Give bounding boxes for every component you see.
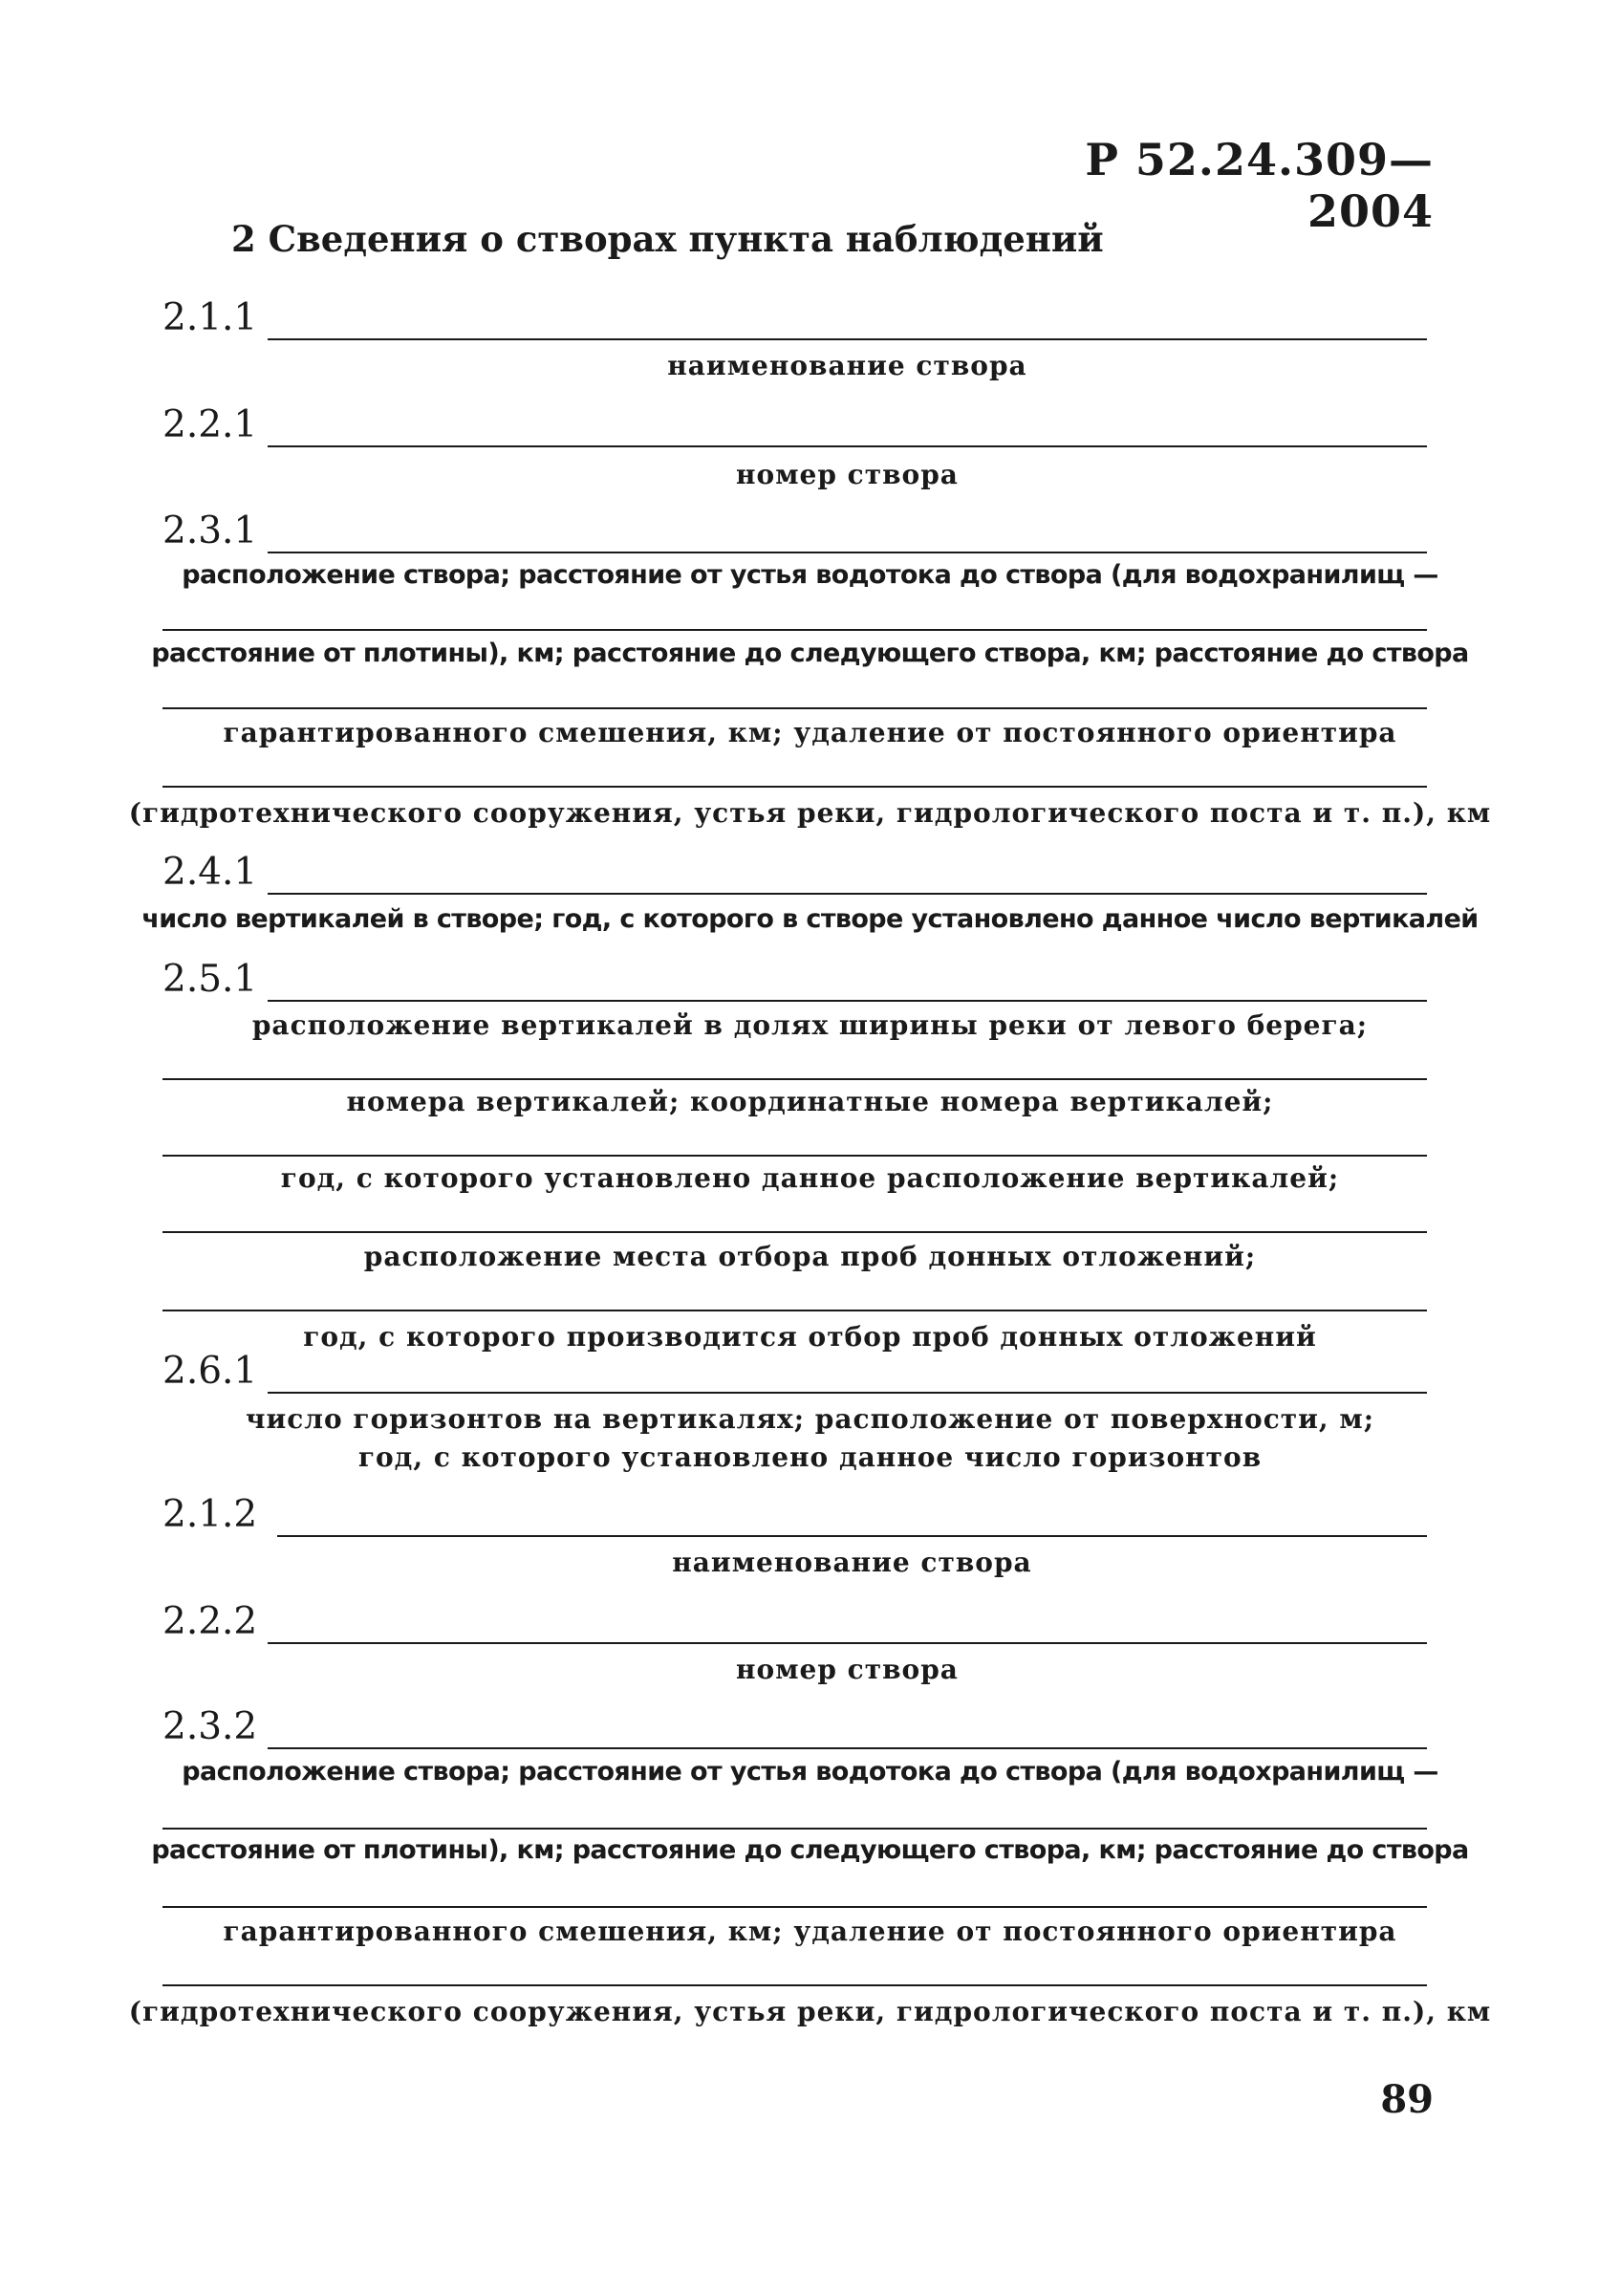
field-caption: год, с которого установлено данное расположение вертикалей; (280, 1162, 1340, 1194)
field-caption: расположение створа; расстояние от устья водотока до створа (для водохранилищ — (182, 560, 1438, 590)
field-caption: гарантированного смешения, км; удаление от постоянного ориентира (223, 717, 1397, 748)
field-caption: номер створа (736, 459, 959, 490)
field-caption: расположение вертикалей в долях ширины реки от левого берега; (251, 1009, 1369, 1041)
page-number: 89 (1380, 2077, 1434, 2122)
field-caption: номера вертикалей; координатные номера вертикалей; (346, 1086, 1274, 1117)
field-caption: (гидротехнического сооружения, устья реки, гидрологического поста и т. п.), км (128, 797, 1492, 829)
field-caption: расстояние от плотины), км; расстояние до следующего створа, км; расстояние до створа (151, 639, 1469, 668)
field-number-2-5-1: 2.5.1 (162, 958, 258, 1001)
field-line-2-3-2[interactable] (268, 1747, 1427, 1749)
field-line-2-3-1[interactable] (268, 552, 1427, 553)
field-caption: год, с которого установлено данное число горизонтов (357, 1441, 1263, 1473)
field-line-2-1-2[interactable] (277, 1535, 1427, 1537)
field-caption: номер створа (736, 1654, 959, 1685)
field-line-2-1-1[interactable] (268, 338, 1427, 340)
field-line-2-6-1[interactable] (268, 1392, 1427, 1394)
field-number-2-3-1: 2.3.1 (162, 509, 258, 552)
field-caption: число вертикалей в створе; год, с которого в створе установлено данное число вертикалей (141, 904, 1479, 934)
field-line[interactable] (162, 1828, 1427, 1830)
field-caption: расстояние от плотины), км; расстояние до следующего створа, км; расстояние до створа (151, 1835, 1469, 1865)
field-line-2-2-1[interactable] (268, 445, 1427, 447)
field-caption: расположение места отбора проб донных отложений; (363, 1241, 1257, 1272)
field-caption: (гидротехнического сооружения, устья реки, гидрологического поста и т. п.), км (128, 1996, 1492, 2027)
field-line[interactable] (162, 1231, 1427, 1233)
field-caption: наименование створа (672, 1547, 1032, 1578)
field-number-2-4-1: 2.4.1 (162, 851, 258, 894)
field-number-2-2-1: 2.2.1 (162, 403, 258, 446)
field-number-2-1-1: 2.1.1 (162, 296, 258, 339)
field-line[interactable] (162, 1078, 1427, 1080)
field-line[interactable] (162, 786, 1427, 788)
field-line-2-2-2[interactable] (268, 1642, 1427, 1644)
field-number-2-1-2: 2.1.2 (162, 1493, 258, 1536)
field-number-2-6-1: 2.6.1 (162, 1350, 258, 1393)
field-line[interactable] (162, 1906, 1427, 1908)
field-line[interactable] (162, 1310, 1427, 1311)
field-line[interactable] (162, 629, 1427, 631)
section-title: 2 Сведения о створах пункта наблюдений (231, 218, 1104, 260)
field-line[interactable] (162, 1155, 1427, 1157)
document-id: Р 52.24.309—2004 (1085, 134, 1434, 237)
field-line-2-5-1[interactable] (268, 1000, 1427, 1002)
field-caption: расположение створа; расстояние от устья водотока до створа (для водохранилищ — (182, 1757, 1438, 1787)
field-caption: год, с которого производится отбор проб донных отложений (303, 1321, 1317, 1353)
field-number-2-2-2: 2.2.2 (162, 1600, 258, 1643)
field-caption: наименование створа (667, 350, 1027, 381)
field-caption: число горизонтов на вертикалях; расположение от поверхности, м; (245, 1403, 1375, 1435)
field-number-2-3-2: 2.3.2 (162, 1705, 258, 1748)
field-line[interactable] (162, 707, 1427, 709)
field-caption: гарантированного смешения, км; удаление от постоянного ориентира (223, 1916, 1397, 1947)
field-line-2-4-1[interactable] (268, 893, 1427, 895)
field-line[interactable] (162, 1984, 1427, 1986)
